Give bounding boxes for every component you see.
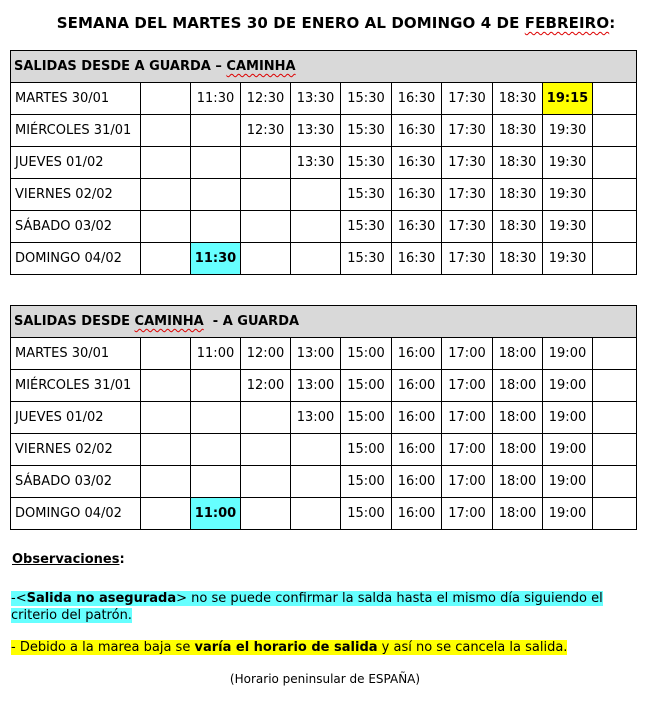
time-cell: 12:30 [241, 83, 291, 115]
time-cell [191, 466, 241, 498]
time-cell [291, 211, 341, 243]
time-cell: 13:00 [291, 370, 341, 402]
table-row [11, 179, 637, 211]
time-cell [593, 83, 637, 115]
time-cell: 15:00 [341, 402, 392, 434]
time-cell: 16:00 [392, 466, 442, 498]
time-cell: 12:00 [241, 370, 291, 402]
time-cell: 17:30 [442, 243, 493, 275]
time-cell: 16:30 [392, 115, 442, 147]
time-cell [593, 115, 637, 147]
time-cell: 18:30 [493, 211, 543, 243]
time-cell [241, 434, 291, 466]
table-header: SALIDAS DESDE CAMINHA - A GUARDA [11, 306, 637, 338]
time-cell [141, 83, 191, 115]
day-cell: JUEVES 01/02 [11, 147, 141, 179]
table-row [11, 466, 637, 498]
time-cell: 17:30 [442, 115, 493, 147]
time-cell: 19:30 [543, 243, 593, 275]
time-cell [241, 147, 291, 179]
time-cell: 18:00 [493, 338, 543, 370]
time-cell [191, 147, 241, 179]
time-cell: 16:30 [392, 147, 442, 179]
time-cell: 13:30 [291, 83, 341, 115]
time-cell: 18:00 [493, 370, 543, 402]
time-cell [191, 402, 241, 434]
title-colon: : [609, 14, 616, 32]
day-cell: VIERNES 02/02 [11, 179, 141, 211]
time-cell: 17:00 [442, 466, 493, 498]
schedule-table-guarda-caminha [10, 50, 637, 275]
day-cell: JUEVES 01/02 [11, 402, 141, 434]
table-row [11, 498, 637, 530]
time-cell [141, 434, 191, 466]
time-cell: 19:30 [543, 211, 593, 243]
time-cell [191, 370, 241, 402]
time-cell: 13:30 [291, 115, 341, 147]
time-cell: 18:30 [493, 115, 543, 147]
time-cell [141, 243, 191, 275]
time-cell: 16:30 [392, 83, 442, 115]
time-cell [593, 211, 637, 243]
time-cell: 18:30 [493, 243, 543, 275]
time-cell [593, 179, 637, 211]
time-cell: 17:00 [442, 498, 493, 530]
time-cell [593, 498, 637, 530]
footer-note: (Horario peninsular de ESPAÑA) [229, 672, 421, 686]
day-cell: VIERNES 02/02 [11, 434, 141, 466]
day-cell: MARTES 30/01 [11, 83, 141, 115]
time-cell [191, 115, 241, 147]
note-low-tide: - Debido a la marea baja se varía el horario de salida y así no se cancela la salida. [11, 640, 568, 655]
time-cell: 19:00 [543, 370, 593, 402]
time-cell [291, 466, 341, 498]
table-row [11, 115, 637, 147]
time-cell [141, 147, 191, 179]
time-cell: 19:15 [543, 83, 593, 115]
time-cell [593, 147, 637, 179]
time-cell: 19:30 [543, 115, 593, 147]
time-cell: 11:00 [191, 338, 241, 370]
time-cell [141, 466, 191, 498]
time-cell: 12:00 [241, 338, 291, 370]
time-cell: 19:00 [543, 402, 593, 434]
time-cell: 17:00 [442, 402, 493, 434]
time-cell: 15:00 [341, 338, 392, 370]
time-cell: 13:00 [291, 338, 341, 370]
table-row [11, 243, 637, 275]
time-cell [593, 338, 637, 370]
note-not-guaranteed: -<Salida no asegurada> no se puede confirmar la salda hasta el mismo día siguiendo el criterio del patrón. [11, 591, 603, 623]
time-cell [141, 402, 191, 434]
time-cell [241, 402, 291, 434]
time-cell: 15:30 [341, 179, 392, 211]
time-cell: 11:30 [191, 243, 241, 275]
time-cell: 15:00 [341, 370, 392, 402]
day-cell: MIÉRCOLES 31/01 [11, 370, 141, 402]
title-month: FEBREIRO [524, 14, 610, 32]
table-row [11, 338, 637, 370]
time-cell: 18:30 [493, 179, 543, 211]
time-cell: 18:00 [493, 434, 543, 466]
time-cell: 15:30 [341, 147, 392, 179]
time-cell [593, 466, 637, 498]
time-cell: 18:00 [493, 402, 543, 434]
day-cell: DOMINGO 04/02 [11, 243, 141, 275]
time-cell: 17:00 [442, 370, 493, 402]
time-cell: 19:00 [543, 498, 593, 530]
time-cell: 16:30 [392, 243, 442, 275]
time-cell: 17:30 [442, 147, 493, 179]
time-cell: 19:00 [543, 466, 593, 498]
time-cell: 18:30 [493, 83, 543, 115]
time-cell [291, 243, 341, 275]
time-cell [241, 466, 291, 498]
day-cell: DOMINGO 04/02 [11, 498, 141, 530]
time-cell [141, 498, 191, 530]
time-cell [291, 179, 341, 211]
time-cell: 19:30 [543, 179, 593, 211]
time-cell: 17:00 [442, 338, 493, 370]
time-cell [593, 370, 637, 402]
time-cell [291, 498, 341, 530]
table-header: SALIDAS DESDE A GUARDA – CAMINHA [11, 51, 637, 83]
schedule-table-caminha-guarda [10, 305, 637, 530]
time-cell: 17:30 [442, 211, 493, 243]
time-cell [141, 370, 191, 402]
table-row [11, 402, 637, 434]
time-cell: 18:30 [493, 147, 543, 179]
time-cell: 16:00 [392, 498, 442, 530]
observations-title: Observaciones: [12, 552, 125, 567]
day-cell: SÁBADO 03/02 [11, 466, 141, 498]
time-cell: 18:00 [493, 466, 543, 498]
time-cell: 19:00 [543, 338, 593, 370]
time-cell: 16:00 [392, 338, 442, 370]
time-cell [241, 243, 291, 275]
time-cell: 15:30 [341, 211, 392, 243]
table-row [11, 211, 637, 243]
time-cell [241, 211, 291, 243]
day-cell: MIÉRCOLES 31/01 [11, 115, 141, 147]
time-cell: 16:30 [392, 179, 442, 211]
time-cell: 16:30 [392, 211, 442, 243]
time-cell: 15:00 [341, 466, 392, 498]
time-cell [191, 179, 241, 211]
time-cell: 17:30 [442, 83, 493, 115]
table-row [11, 434, 637, 466]
table-row [11, 83, 637, 115]
time-cell: 13:00 [291, 402, 341, 434]
time-cell [141, 211, 191, 243]
time-cell: 11:00 [191, 498, 241, 530]
time-cell: 12:30 [241, 115, 291, 147]
time-cell [141, 115, 191, 147]
time-cell: 19:30 [543, 147, 593, 179]
time-cell [593, 402, 637, 434]
time-cell [141, 179, 191, 211]
time-cell: 17:30 [442, 179, 493, 211]
time-cell [593, 243, 637, 275]
time-cell [141, 338, 191, 370]
time-cell [241, 498, 291, 530]
time-cell [191, 211, 241, 243]
day-cell: SÁBADO 03/02 [11, 211, 141, 243]
time-cell: 16:00 [392, 370, 442, 402]
time-cell: 13:30 [291, 147, 341, 179]
time-cell: 15:00 [341, 434, 392, 466]
time-cell: 15:30 [341, 83, 392, 115]
title-text: SEMANA DEL MARTES 30 DE ENERO AL DOMINGO 4 DE [56, 14, 525, 32]
time-cell: 19:00 [543, 434, 593, 466]
table-row [11, 370, 637, 402]
time-cell: 17:00 [442, 434, 493, 466]
time-cell [191, 434, 241, 466]
time-cell: 16:00 [392, 434, 442, 466]
table-row [11, 147, 637, 179]
day-cell: MARTES 30/01 [11, 338, 141, 370]
time-cell: 18:00 [493, 498, 543, 530]
time-cell: 15:00 [341, 498, 392, 530]
time-cell [593, 434, 637, 466]
time-cell [241, 179, 291, 211]
time-cell: 11:30 [191, 83, 241, 115]
page-title [0, 14, 672, 32]
time-cell: 15:30 [341, 115, 392, 147]
time-cell: 15:30 [341, 243, 392, 275]
time-cell: 16:00 [392, 402, 442, 434]
time-cell [291, 434, 341, 466]
